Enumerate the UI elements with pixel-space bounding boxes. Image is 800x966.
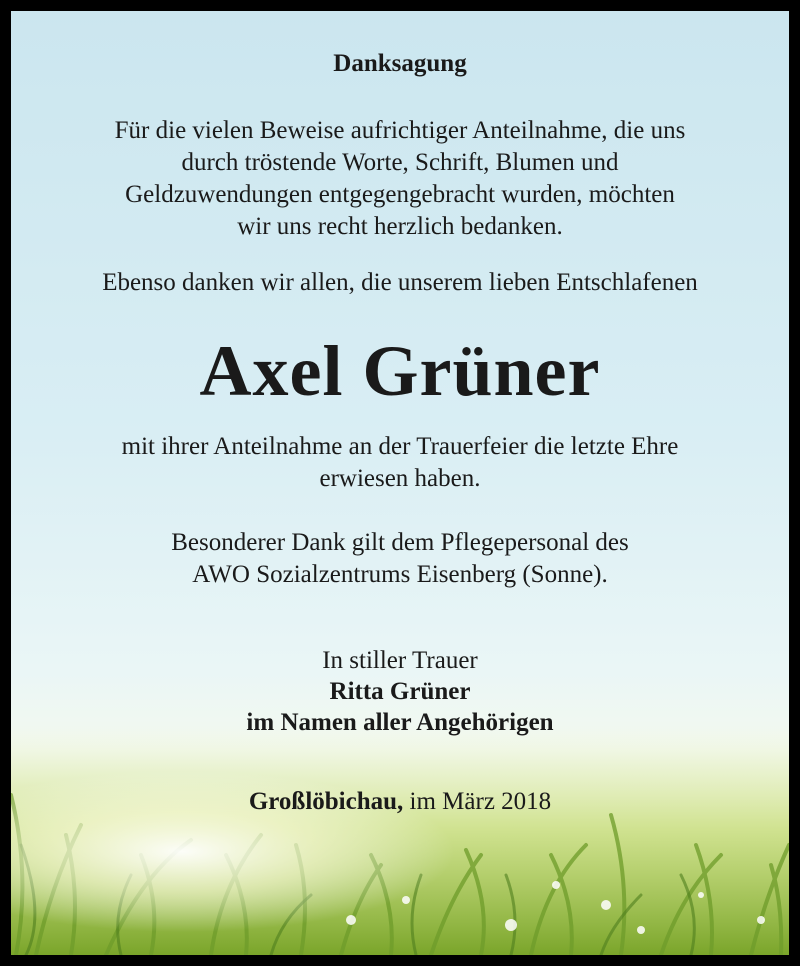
honor-line-2: erwiesen haben.: [319, 465, 481, 492]
honor-line-1: mit ihrer Anteilnahme an der Trauerfeier die letzte Ehre: [121, 433, 679, 460]
care-staff-line-2: AWO Sozialzentrums Eisenberg (Sonne).: [192, 561, 608, 588]
signature-signer: Ritta Grüner: [329, 678, 471, 705]
deceased-name: Axel Grüner: [199, 331, 601, 411]
also-thanks-line: Ebenso danken wir allen, die unserem lieben Entschlafenen: [102, 269, 698, 296]
thanks-line-4: wir uns recht herzlich bedanken.: [237, 213, 563, 240]
signature-on-behalf: im Namen aller Angehörigen: [246, 709, 554, 736]
thanks-line-3: Geldzuwendungen entgegengebracht wurden, möchten: [125, 181, 675, 208]
date: im März 2018: [403, 788, 552, 815]
signature-intro: In stiller Trauer: [322, 647, 478, 674]
notice-background: [11, 11, 789, 955]
thanks-line-2: durch tröstende Worte, Schrift, Blumen und: [181, 149, 619, 176]
care-staff-line-1: Besonderer Dank gilt dem Pflegepersonal des: [171, 529, 629, 556]
thanks-line-1: Für die vielen Beweise aufrichtiger Anteilnahme, die uns: [114, 117, 686, 144]
place-date-line: [11, 787, 789, 817]
heading: Danksagung: [333, 50, 467, 77]
grass-image: [11, 725, 789, 955]
place: Großlöbichau,: [248, 788, 404, 815]
